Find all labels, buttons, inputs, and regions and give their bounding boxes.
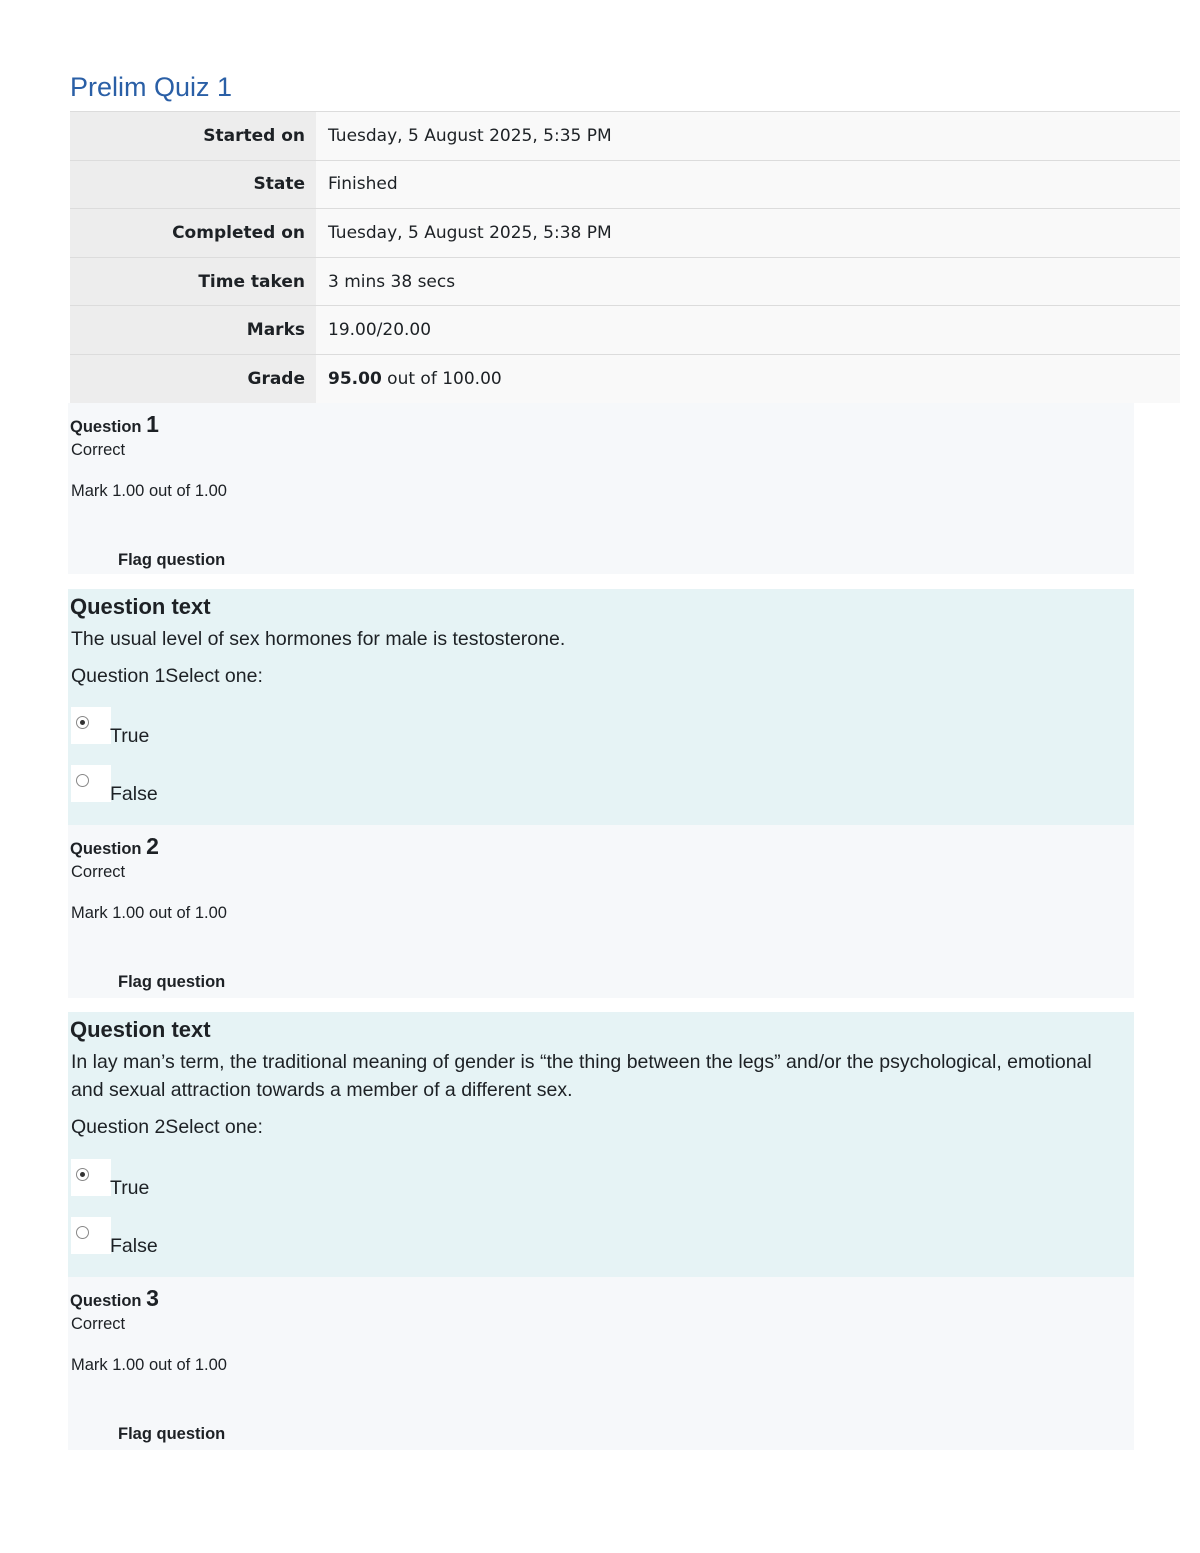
answer-label: True bbox=[110, 725, 150, 747]
summary-label: State bbox=[70, 160, 316, 209]
summary-row bbox=[70, 306, 1180, 355]
radio-box bbox=[71, 1159, 111, 1196]
summary-row bbox=[70, 112, 1180, 161]
question-label: Question bbox=[70, 1292, 147, 1310]
flag-question-link[interactable]: Flag question bbox=[118, 551, 226, 569]
question-text-heading: Question text bbox=[70, 594, 211, 619]
summary-label: Marks bbox=[70, 306, 316, 355]
select-one-label: Question 2Select one: bbox=[71, 1116, 263, 1138]
summary-value: Finished bbox=[316, 160, 1180, 209]
question-grade: Mark 1.00 out of 1.00 bbox=[71, 904, 227, 922]
grade-out-of: out of 100.00 bbox=[381, 369, 502, 390]
question-content-2 bbox=[68, 1012, 1134, 1277]
question-content-1 bbox=[68, 589, 1134, 825]
summary-value: Tuesday, 5 August 2025, 5:35 PM bbox=[316, 112, 1180, 161]
radio-box bbox=[71, 1217, 111, 1254]
question-text-heading: Question text bbox=[70, 1017, 211, 1042]
summary-value: 3 mins 38 secs bbox=[316, 257, 1180, 306]
question-number bbox=[70, 1285, 159, 1312]
summary-value: 19.00/20.00 bbox=[316, 306, 1180, 355]
radio-button-checked[interactable] bbox=[76, 716, 89, 729]
answer-label: True bbox=[110, 1177, 150, 1199]
summary-value: Tuesday, 5 August 2025, 5:38 PM bbox=[316, 209, 1180, 258]
attempt-summary-table bbox=[70, 111, 1180, 403]
question-number bbox=[70, 411, 159, 438]
radio-box bbox=[71, 765, 111, 802]
summary-label: Started on bbox=[70, 112, 316, 161]
question-grade: Mark 1.00 out of 1.00 bbox=[71, 1356, 227, 1374]
question-info-2 bbox=[68, 825, 1134, 998]
answer-label: False bbox=[110, 1235, 158, 1257]
summary-row bbox=[70, 257, 1180, 306]
select-one-label: Question 1Select one: bbox=[71, 665, 263, 687]
summary-row bbox=[70, 354, 1180, 403]
question-label: Question bbox=[70, 418, 147, 436]
question-prompt: The usual level of sex hormones for male is testosterone. bbox=[71, 628, 566, 650]
question-number-value: 1 bbox=[146, 411, 159, 437]
page-title: Prelim Quiz 1 bbox=[70, 72, 233, 102]
radio-button[interactable] bbox=[76, 774, 89, 787]
summary-label: Grade bbox=[70, 354, 316, 403]
summary-row bbox=[70, 209, 1180, 258]
question-prompt: In lay man’s term, the traditional meaning of gender is “the thing between the legs” and/or the psychological, emotional and sexual attraction towards a member of a different sex. bbox=[71, 1051, 1092, 1101]
question-number-value: 2 bbox=[146, 833, 159, 859]
summary-label: Completed on bbox=[70, 209, 316, 258]
flag-question-link[interactable]: Flag question bbox=[118, 1425, 226, 1443]
question-state: Correct bbox=[71, 1315, 126, 1333]
flag-question-link[interactable]: Flag question bbox=[118, 973, 226, 991]
radio-box bbox=[71, 707, 111, 744]
question-state: Correct bbox=[71, 441, 126, 459]
question-number-value: 3 bbox=[146, 1285, 159, 1311]
radio-button-checked[interactable] bbox=[76, 1168, 89, 1181]
summary-value bbox=[316, 354, 1180, 403]
question-label: Question bbox=[70, 840, 147, 858]
question-info-1 bbox=[68, 403, 1134, 574]
grade-value: 95.00 bbox=[328, 369, 382, 390]
answer-label: False bbox=[110, 783, 158, 805]
summary-label: Time taken bbox=[70, 257, 316, 306]
question-info-3 bbox=[68, 1277, 1134, 1450]
radio-button[interactable] bbox=[76, 1226, 89, 1239]
question-number bbox=[70, 833, 159, 860]
summary-row bbox=[70, 160, 1180, 209]
question-state: Correct bbox=[71, 863, 126, 881]
question-grade: Mark 1.00 out of 1.00 bbox=[71, 482, 227, 500]
